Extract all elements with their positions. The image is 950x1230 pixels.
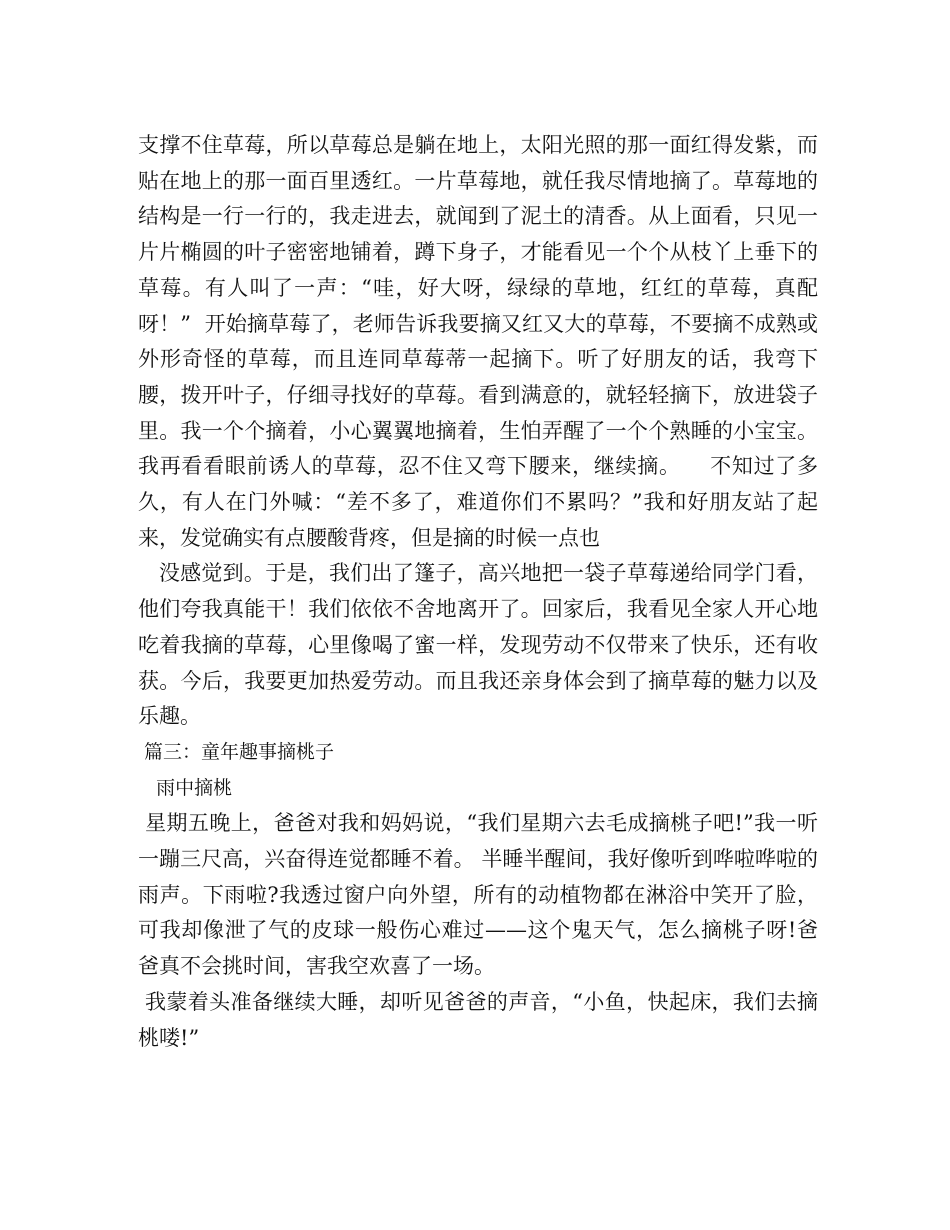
document-page [138,128,818,1056]
paragraph-wake-up: 我蒙着头准备继续大睡，却听见爸爸的声音，“小鱼，快起床，我们去摘桃喽!” [138,989,818,1050]
paragraph-strawberry-conclusion: 没感觉到。于是，我们出了篷子，高兴地把一袋子草莓递给同学门看，他们夸我真能干！我们依依不舍地离开了。回家后，我看见全家人开心地吃着我摘的草莓，心里像喝了蜜一样，发现劳动不仅带来了快乐，还有收获。今后，我要更加热爱劳动。而且我还亲身体会到了摘草莓的魅力以及乐趣。 [138,561,818,729]
paragraph-strawberry-picking: 支撑不住草莓，所以草莓总是躺在地上，太阳光照的那一面红得发紫，而贴在地上的那一面百里透红。一片草莓地，就任我尽情地摘了。草莓地的结构是一行一行的，我走进去，就闻到了泥土的清香。从上面看，只见一片片椭圆的叶子密密地铺着，蹲下身子，才能看见一个个从枝丫上垂下的草莓。有人叫了一声：“哇，好大呀，绿绿的草地，红红的草莓，真配呀！” 开始摘草莓了，老师告诉我要摘又红又大的草莓，不要摘不成熟或外形奇怪的草莓，而且连同草莓蒂一起摘下。听了好朋友的话，我弯下腰，拨开叶子，仔细寻找好的草莓。看到满意的，就轻轻摘下，放进袋子里。我一个个摘着，小心翼翼地摘着，生怕弄醒了一个个熟睡的小宝宝。我再看看眼前诱人的草莓，忍不住又弯下腰来，继续摘。 不知过了多久，有人在门外喊：“差不多了，难道你们不累吗？”我和好朋友站了起来，发觉确实有点腰酸背疼，但是摘的时候一点也 [138,133,818,550]
paragraph-friday-evening: 星期五晚上，爸爸对我和妈妈说，“我们星期六去毛成摘桃子吧!”我一听一蹦三尺高，兴奋得连觉都睡不着。 半睡半醒间，我好像听到哗啦哗啦的雨声。下雨啦?我透过窗户向外望，所有的动植物都在淋浴中笑开了脸，可我却像泄了气的皮球一般伤心难过——这个鬼天气，怎么摘桃子呀!爸爸真不会挑时间，害我空欢喜了一场。 [138,811,818,979]
section-heading: 篇三：童年趣事摘桃子 [138,740,335,763]
section-title: 雨中摘桃 [138,776,233,799]
